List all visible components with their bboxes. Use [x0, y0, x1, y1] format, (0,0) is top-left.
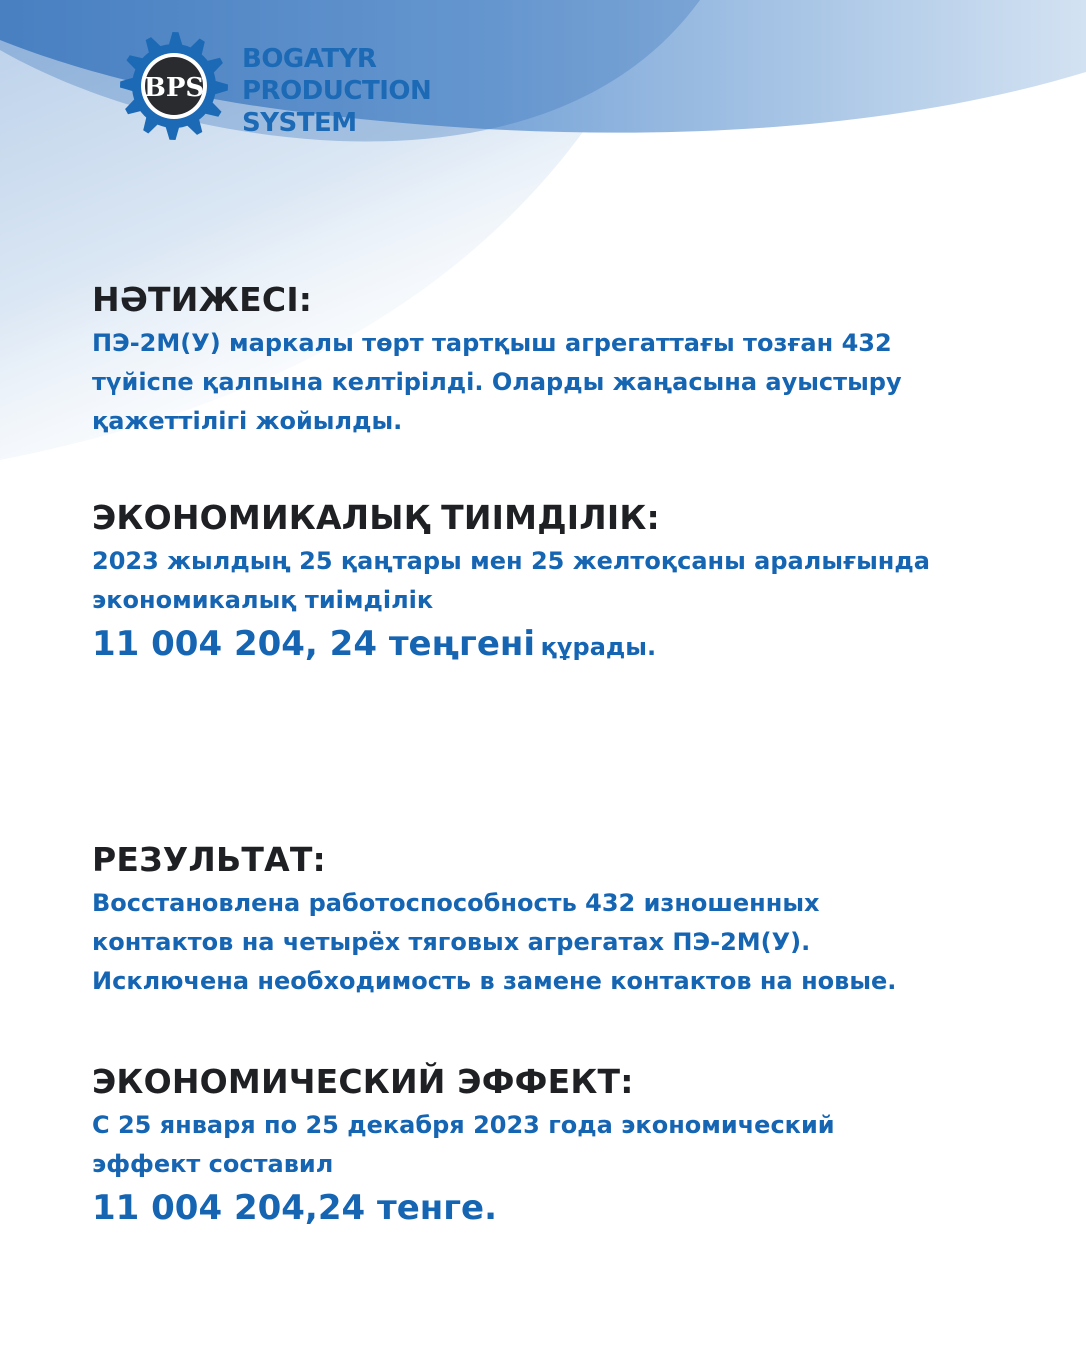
kz-effect-line-1: 2023 жылдың 25 қаңтары мен 25 желтоқсаны аралығында [92, 547, 930, 575]
brand-name-line-2: PRODUCTION [242, 76, 432, 106]
ru-effect-section [92, 1062, 1052, 1228]
ru-result-line-2: контактов на четырёх тяговых агрегатах ПЭ-2М(У). [92, 928, 811, 956]
brand-name-line-3: SYSTEM [242, 108, 357, 138]
kz-result-heading: НӘТИЖЕСІ: [92, 280, 313, 319]
brand-name [242, 43, 431, 139]
ru-effect-amount: 11 004 204,24 тенге [92, 1188, 485, 1228]
ru-effect-line-1: С 25 января по 25 декабря 2023 года экономический [92, 1111, 835, 1139]
ru-result-line-1: Восстановлена работоспособность 432 изношенных [92, 889, 820, 917]
kz-effect-line-2: экономикалық тиімділік [92, 586, 434, 614]
kz-effect-amount: 11 004 204, 24 теңгені [92, 624, 536, 664]
kz-result-line-3: қажеттілігі жойылды. [92, 407, 403, 435]
gear-icon [118, 30, 230, 142]
ru-result-heading: РЕЗУЛЬТАТ: [92, 840, 326, 879]
gear-tooth [213, 80, 228, 95]
ru-effect-line-2: эффект составил [92, 1150, 334, 1178]
kz-effect-amount-suffix: құрады. [540, 633, 657, 661]
ru-effect-amount-suffix: . [484, 1188, 498, 1228]
brand-logo [118, 30, 538, 142]
gear-tooth [120, 77, 135, 92]
ru-result-line-3: Исключена необходимость в замене контактов на новые. [92, 967, 897, 995]
gear-tooth [165, 125, 180, 140]
ru-effect-heading: ЭКОНОМИЧЕСКИЙ ЭФФЕКТ: [92, 1062, 634, 1101]
kz-effect-amount-line [92, 624, 1052, 664]
logo-monogram: BPS [143, 73, 205, 103]
kz-effect-section [92, 498, 1052, 664]
kz-result-line-1: ПЭ-2М(У) маркалы төрт тартқыш агрегаттағы тозған 432 [92, 329, 892, 357]
ru-effect-amount-line [92, 1188, 1052, 1228]
kz-result-line-2: түйіспе қалпына келтірілді. Оларды жаңасына ауыстыру [92, 368, 902, 396]
kz-result-section [92, 280, 1052, 441]
ru-result-section [92, 840, 1052, 1001]
gear-tooth [168, 32, 183, 47]
kz-effect-heading: ЭКОНОМИКАЛЫҚ ТИІМДІЛІК: [92, 498, 660, 537]
brand-name-line-1: BOGATYR [242, 44, 377, 74]
